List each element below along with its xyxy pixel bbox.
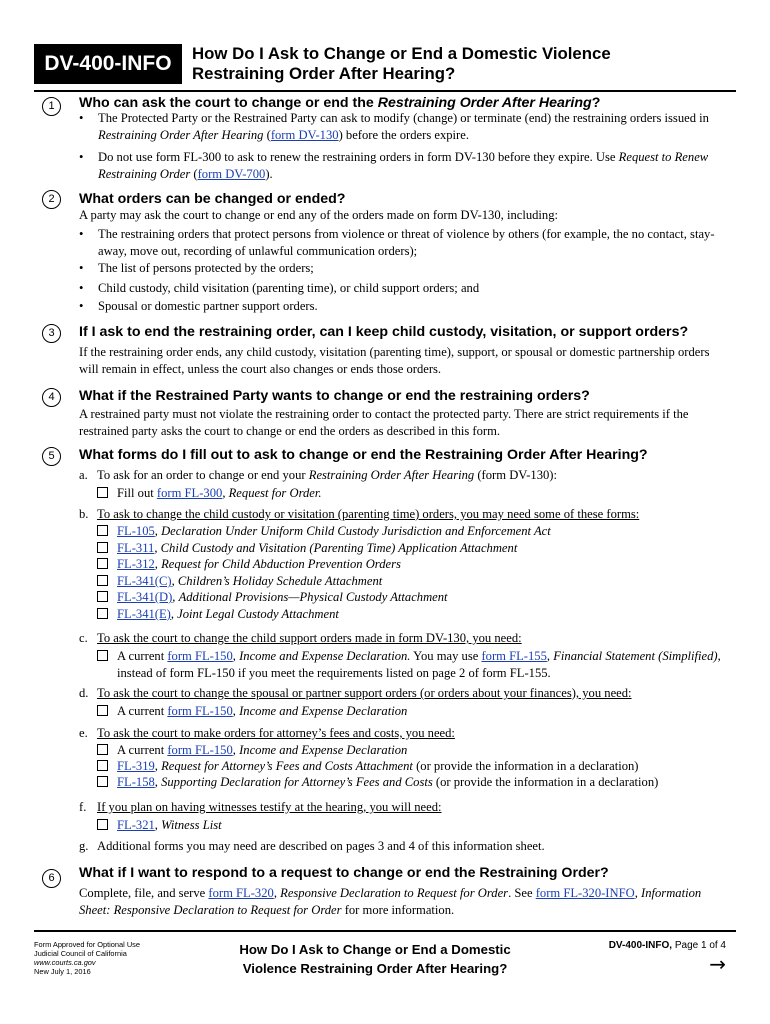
form-fl-155-link[interactable]: form FL-155 bbox=[481, 649, 547, 663]
checkbox[interactable] bbox=[97, 487, 108, 498]
section-number-4: 4 bbox=[42, 388, 61, 407]
form-fl-319-link[interactable]: FL-319 bbox=[117, 759, 155, 773]
list-item-b: b. To ask to change the child custody or visitation (parenting time) orders, you may need some of these forms: bbox=[79, 507, 640, 521]
form-fl-150-link[interactable]: form FL-150 bbox=[167, 649, 233, 663]
list-item: • The list of persons protected by the orders; bbox=[79, 261, 314, 275]
checkbox[interactable] bbox=[97, 542, 108, 553]
checkbox-row: FL-105, Declaration Under Uniform Child Custody Jurisdiction and Enforcement Act bbox=[97, 523, 737, 540]
right-arrow-icon[interactable]: → bbox=[709, 952, 726, 976]
list-item-e: e. To ask the court to make orders for attorney’s fees and costs, you need: bbox=[79, 726, 455, 740]
list-item: • The Protected Party or the Restrained Party can ask to modify (change) or terminate (end) the restraining orders issued in Restraining Order After Hearing (form DV-130) before the orders expire. bbox=[79, 111, 709, 142]
section-1-question: Who can ask the court to change or end the Restraining Order After Hearing? bbox=[79, 95, 601, 111]
checkbox[interactable] bbox=[97, 744, 108, 755]
checkbox[interactable] bbox=[97, 608, 108, 619]
page-header bbox=[34, 42, 734, 88]
form-fl-341e-link[interactable]: FL-341(E) bbox=[117, 607, 171, 621]
courts-website-link[interactable]: www.courts.ca.gov bbox=[34, 958, 96, 967]
section-2-question: What orders can be changed or ended? bbox=[79, 191, 346, 207]
list-item-g: g. Additional forms you may need are described on pages 3 and 4 of this information sheet. bbox=[79, 839, 545, 853]
section-4-text: A restrained party must not violate the restraining order to contact the protected party. There are strict requirements if the restrained party asks the court to change or end the orders as described in this form. bbox=[79, 407, 689, 438]
form-fl-300-link[interactable]: form FL-300 bbox=[156, 486, 223, 500]
checkbox[interactable] bbox=[97, 591, 108, 602]
section-3-text: If the restraining order ends, any child custody, visitation (parenting time), support, or spousal or domestic partnership orders will remain in effect, unless the court also changes or ends those orders. bbox=[79, 345, 710, 376]
section-number-5: 5 bbox=[42, 447, 61, 466]
checkbox[interactable] bbox=[97, 705, 108, 716]
checkbox-row: Fill out form FL-300, Request for Order. bbox=[97, 485, 737, 502]
checkbox-row: FL-311, Child Custody and Visitation (Parenting Time) Application Attachment bbox=[97, 540, 737, 557]
footer-page-info: DV-400-INFO, Page 1 of 4 bbox=[608, 940, 726, 951]
checkbox-row: FL-312, Request for Child Abduction Prevention Orders bbox=[97, 556, 737, 573]
form-fl-150-link[interactable]: form FL-150 bbox=[167, 704, 233, 718]
header-rule bbox=[34, 90, 736, 92]
form-number-badge: DV-400-INFO bbox=[34, 44, 182, 84]
checkbox[interactable] bbox=[97, 525, 108, 536]
checkbox-row: FL-341(E), Joint Legal Custody Attachment bbox=[97, 606, 737, 623]
footer-rule bbox=[34, 930, 736, 932]
checkbox[interactable] bbox=[97, 650, 108, 661]
section-2-intro: A party may ask the court to change or end any of the orders made on form DV-130, including: bbox=[79, 208, 559, 222]
form-fl-320-info-link[interactable]: form FL-320-INFO bbox=[535, 886, 635, 900]
form-fl-105-link[interactable]: FL-105 bbox=[117, 524, 155, 538]
section-6-question: What if I want to respond to a request to change or end the Restraining Order? bbox=[79, 865, 609, 881]
list-item-c: c. To ask the court to change the child support orders made in form DV-130, you need: bbox=[79, 631, 522, 645]
checkbox-row: FL-158, Supporting Declaration for Attorney’s Fees and Costs (or provide the information in a declaration) bbox=[97, 774, 737, 791]
form-fl-341c-link[interactable]: FL-341(C) bbox=[117, 574, 172, 588]
checkbox-row: FL-341(D), Additional Provisions—Physical Custody Attachment bbox=[97, 589, 737, 606]
form-fl-311-link[interactable]: FL-311 bbox=[117, 541, 155, 555]
section-number-3: 3 bbox=[42, 324, 61, 343]
list-item-f: f. If you plan on having witnesses testify at the hearing, you will need: bbox=[79, 800, 442, 814]
form-fl-341d-link[interactable]: FL-341(D) bbox=[117, 590, 173, 604]
checkbox[interactable] bbox=[97, 776, 108, 787]
section-number-6: 6 bbox=[42, 869, 61, 888]
checkbox-row: FL-319, Request for Attorney’s Fees and Costs Attachment (or provide the information in a declaration) bbox=[97, 758, 737, 775]
checkbox-row: A current form FL-150, Income and Expense Declaration. You may use form FL-155, Financial Statement (Simplified), instead of form FL-150 if you meet the requirements listed on page 2 of form FL-155. bbox=[97, 648, 737, 681]
list-item: • Child custody, child visitation (parenting time), or child support orders; and bbox=[79, 281, 480, 295]
form-fl-320-link[interactable]: form FL-320 bbox=[208, 886, 274, 900]
list-item: • Do not use form FL-300 to ask to renew the restraining orders in form DV-130 before they expire. Use Request to Renew Restraining Order (form DV-700). bbox=[79, 150, 709, 181]
section-3-question: If I ask to end the restraining order, can I keep child custody, visitation, or support orders? bbox=[79, 324, 689, 340]
checkbox-row: A current form FL-150, Income and Expense Declaration bbox=[97, 703, 737, 720]
list-item-d: d. To ask the court to change the spousal or partner support orders (or orders about your finances), you need: bbox=[79, 686, 632, 700]
form-fl-321-link[interactable]: FL-321 bbox=[117, 818, 155, 832]
form-fl-150-link[interactable]: form FL-150 bbox=[167, 743, 233, 757]
checkbox[interactable] bbox=[97, 760, 108, 771]
list-item-a: a. To ask for an order to change or end your Restraining Order After Hearing (form DV-130): bbox=[79, 468, 557, 482]
checkbox-row: FL-341(C), Children’s Holiday Schedule Attachment bbox=[97, 573, 737, 590]
section-6-text: Complete, file, and serve form FL-320, Responsive Declaration to Request for Order. See form FL-320-INFO, Information Sheet: Responsive Declaration to Request for Order for more information. bbox=[79, 886, 702, 917]
footer-approval: Form Approved for Optional Use Judicial Council of California www.courts.ca.gov New July 1, 2016 bbox=[34, 940, 140, 976]
form-fl-158-link[interactable]: FL-158 bbox=[117, 775, 155, 789]
list-item: • The restraining orders that protect persons from violence or threat of violence by others (for example, the no contact, stay-away, move out, recording of unlawful communication orders); bbox=[79, 227, 715, 258]
checkbox[interactable] bbox=[97, 819, 108, 830]
section-5-question: What forms do I fill out to ask to change or end the Restraining Order After Hearing? bbox=[79, 447, 648, 463]
form-dv-700-link[interactable]: form DV-700 bbox=[197, 166, 266, 181]
form-dv-130-link[interactable]: form DV-130 bbox=[270, 127, 339, 142]
section-4-question: What if the Restrained Party wants to change or end the restraining orders? bbox=[79, 388, 590, 404]
section-number-2: 2 bbox=[42, 190, 61, 209]
page-title: How Do I Ask to Change or End a Domestic Violence Restraining Order After Hearing? bbox=[192, 44, 611, 83]
footer-title: How Do I Ask to Change or End a Domestic Violence Restraining Order After Hearing? bbox=[239, 942, 511, 976]
checkbox-row: A current form FL-150, Income and Expense Declaration bbox=[97, 742, 737, 759]
checkbox[interactable] bbox=[97, 575, 108, 586]
checkbox-row: FL-321, Witness List bbox=[97, 817, 737, 834]
list-item: • Spousal or domestic partner support orders. bbox=[79, 299, 318, 313]
form-fl-312-link[interactable]: FL-312 bbox=[117, 557, 155, 571]
checkbox[interactable] bbox=[97, 558, 108, 569]
section-number-1: 1 bbox=[42, 97, 61, 116]
